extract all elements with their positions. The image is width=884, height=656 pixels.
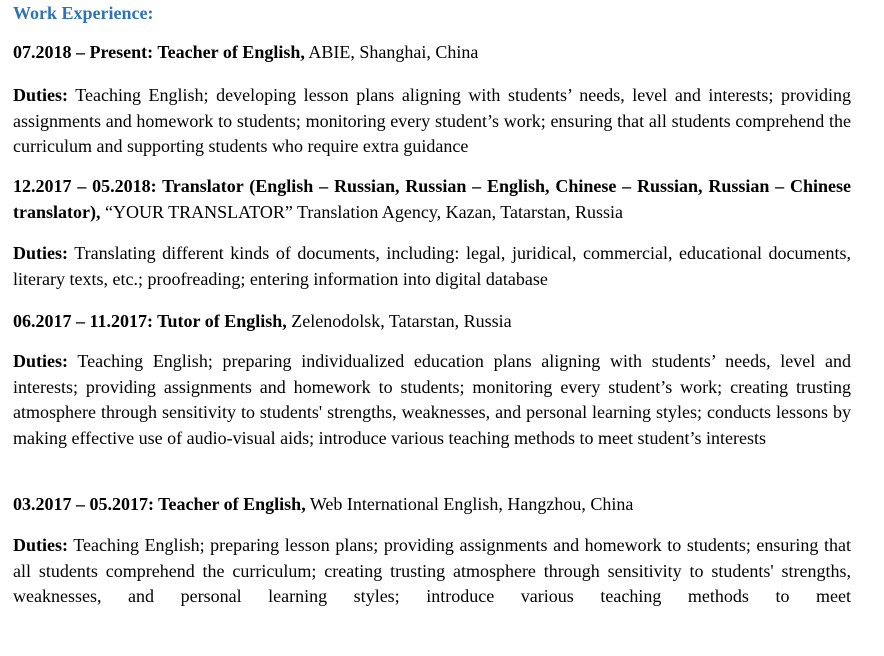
duties-text: Translating different kinds of documents, including: legal, juridical, commercial, educational documents, literary texts, etc.; proofreading; entering information into digital database — [13, 243, 851, 289]
job-header-title: 06.2017 – 11.2017: Tutor of English, — [13, 311, 287, 331]
job-header — [13, 492, 851, 518]
section-title-work-experience: Work Experience: — [13, 3, 154, 23]
duties-label: Duties: — [13, 85, 68, 105]
job-header-title: 12.2017 – 05.2018: Translator (English – Russian, Russian – English, Chinese – Russian, Russian – Chinese translator), — [13, 176, 851, 222]
job-header-details: Zelenodolsk, Tatarstan, Russia — [286, 311, 512, 331]
job-header — [13, 40, 851, 66]
job-header — [13, 309, 851, 335]
job-duties — [13, 83, 851, 160]
job-duties — [13, 349, 851, 451]
duties-text: Teaching English; developing lesson plans aligning with students’ needs, level and interests; providing assignments and homework to students; monitoring every student’s work; ensuring that all students comprehend the curriculum and supporting students who require extra guidance — [13, 85, 851, 156]
job-header-title: 07.2018 – Present: Teacher of English, — [13, 42, 305, 62]
job-header-details: Web International English, Hangzhou, China — [305, 494, 634, 514]
duties-label: Duties: — [13, 351, 68, 371]
job-header — [13, 174, 851, 225]
job-header-title: 03.2017 – 05.2017: Teacher of English, — [13, 494, 306, 514]
duties-text: Teaching English; preparing individualized education plans aligning with students’ needs, level and interests; providing assignments and homework to students; monitoring every student’s work; creating trusting atmosphere through sensitivity to students' strengths, weaknesses, and personal learning styles; conducts lessons by making effective use of audio-visual aids; introduce various teaching methods to meet student’s interests — [13, 351, 851, 448]
duties-label: Duties: — [13, 243, 68, 263]
job-header-details: “YOUR TRANSLATOR” Translation Agency, Kazan, Tatarstan, Russia — [100, 201, 624, 222]
job-header-details: ABIE, Shanghai, China — [304, 42, 479, 62]
job-duties — [13, 533, 851, 610]
duties-label: Duties: — [13, 535, 68, 555]
job-duties — [13, 241, 851, 292]
duties-text: Teaching English; preparing lesson plans; providing assignments and homework to students; ensuring that all students comprehend the curriculum; creating trusting atmosphere through sensitivity to students' strengths, weaknesses, and personal learning styles; introduce various teaching methods to meet — [13, 535, 851, 606]
